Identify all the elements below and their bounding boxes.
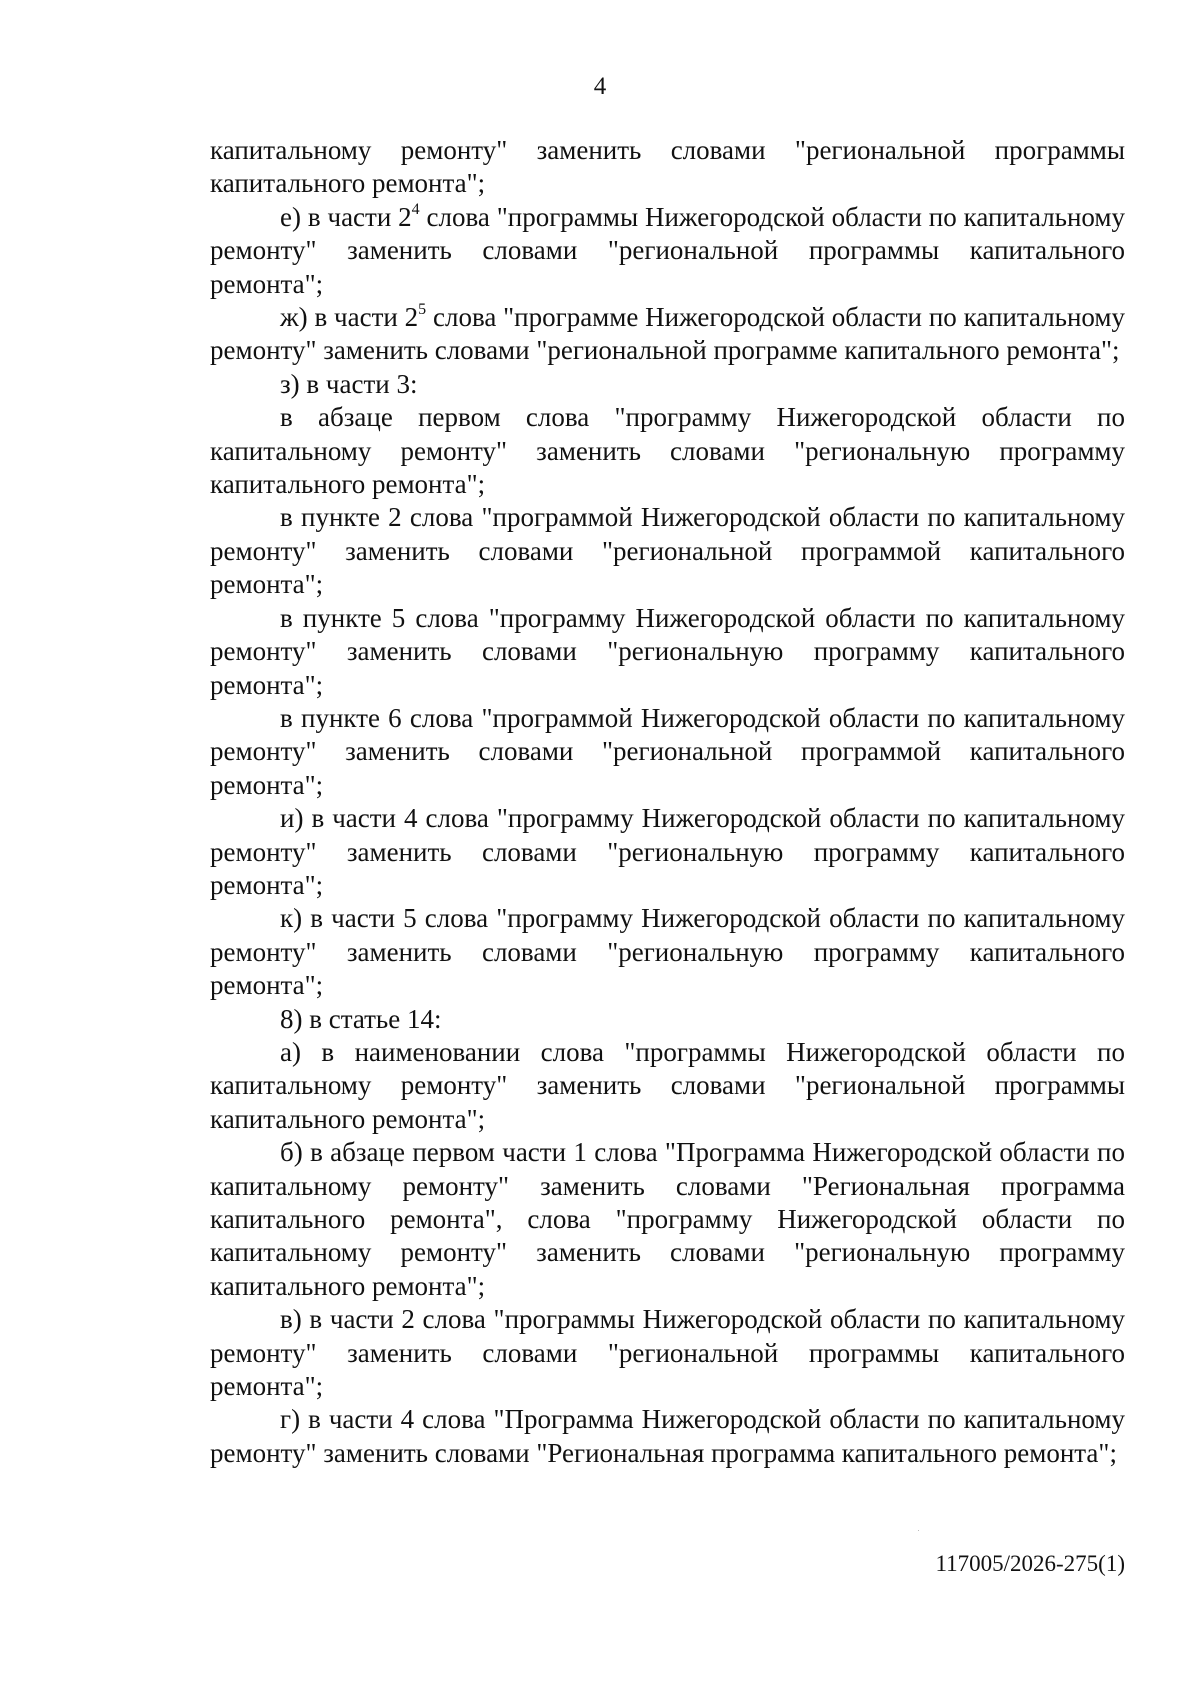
- paragraph: в пункте 5 слова "программу Нижегородской области по капитальному ремонту" заменить словами "региональную программу капитального ремонта";: [210, 602, 1125, 700]
- paragraph: к) в части 5 слова "программу Нижегородской области по капитальному ремонту" заменить словами "региональную программу капитального ремонта";: [210, 903, 1125, 1001]
- superscript: 4: [411, 200, 420, 218]
- paragraph: г) в части 4 слова "Программа Нижегородской области по капитальному ремонту" заменить словами "Региональная программа капитального ремонта";: [210, 1404, 1125, 1468]
- paragraph: в абзаце первом слова "программу Нижегородской области по капитальному ремонту" заменить словами "региональную программу капитального ремонта";: [210, 402, 1125, 500]
- paragraph: в пункте 6 слова "программой Нижегородской области по капитальному ремонту" заменить словами "региональной программой капитального ремонта";: [210, 702, 1125, 800]
- document-code: 117005/2026-275(1): [935, 1551, 1125, 1576]
- paragraph: в) в части 2 слова "программы Нижегородской области по капитальному ремонту" заменить словами "региональной программы капитального ремонта";: [210, 1304, 1125, 1402]
- paragraph: в пункте 2 слова "программой Нижегородской области по капитальному ремонту" заменить словами "региональной программой капитального ремонта";: [210, 502, 1125, 600]
- paragraph: 8) в статье 14:: [280, 1003, 442, 1034]
- paragraph: [210, 201, 1125, 301]
- paragraph: а) в наименовании слова "программы Нижегородской области по капитальному ремонту" заменить словами "региональной программы капитального ремонта";: [210, 1036, 1125, 1134]
- paragraph: б) в абзаце первом части 1 слова "Программа Нижегородской области по капитальному ремонту" заменить словами "Региональная программа капитального ремонта", слова "программу Нижегородской области по капитальному ремонту" заменить словами "региональную программу капитального ремонта";: [210, 1137, 1125, 1301]
- paragraph-prefix: ж) в части 2: [280, 302, 419, 333]
- scan-artifact: [918, 1530, 919, 1531]
- paragraph: и) в части 4 слова "программу Нижегородской области по капитальному ремонту" заменить словами "региональную программу капитального ремонта";: [210, 803, 1125, 900]
- paragraph: капитальному ремонту" заменить словами "региональной программы капитального ремонта";: [210, 135, 1125, 199]
- page-number: 4: [593, 73, 607, 100]
- paragraph: з) в части 3:: [280, 368, 418, 399]
- paragraph: [210, 301, 1125, 368]
- superscript: 5: [418, 301, 427, 319]
- paragraph-text: слова "программы Нижегородской области по капитальному ремонту" заменить словами "региональной программы капитального ремонта";: [210, 201, 1125, 299]
- paragraph-prefix: е) в части 2: [280, 201, 412, 232]
- document-body: [210, 134, 1125, 1470]
- paragraph-text: слова "программе Нижегородской области по капитальному ремонту" заменить словами "региональной программе капитального ремонта";: [210, 302, 1125, 366]
